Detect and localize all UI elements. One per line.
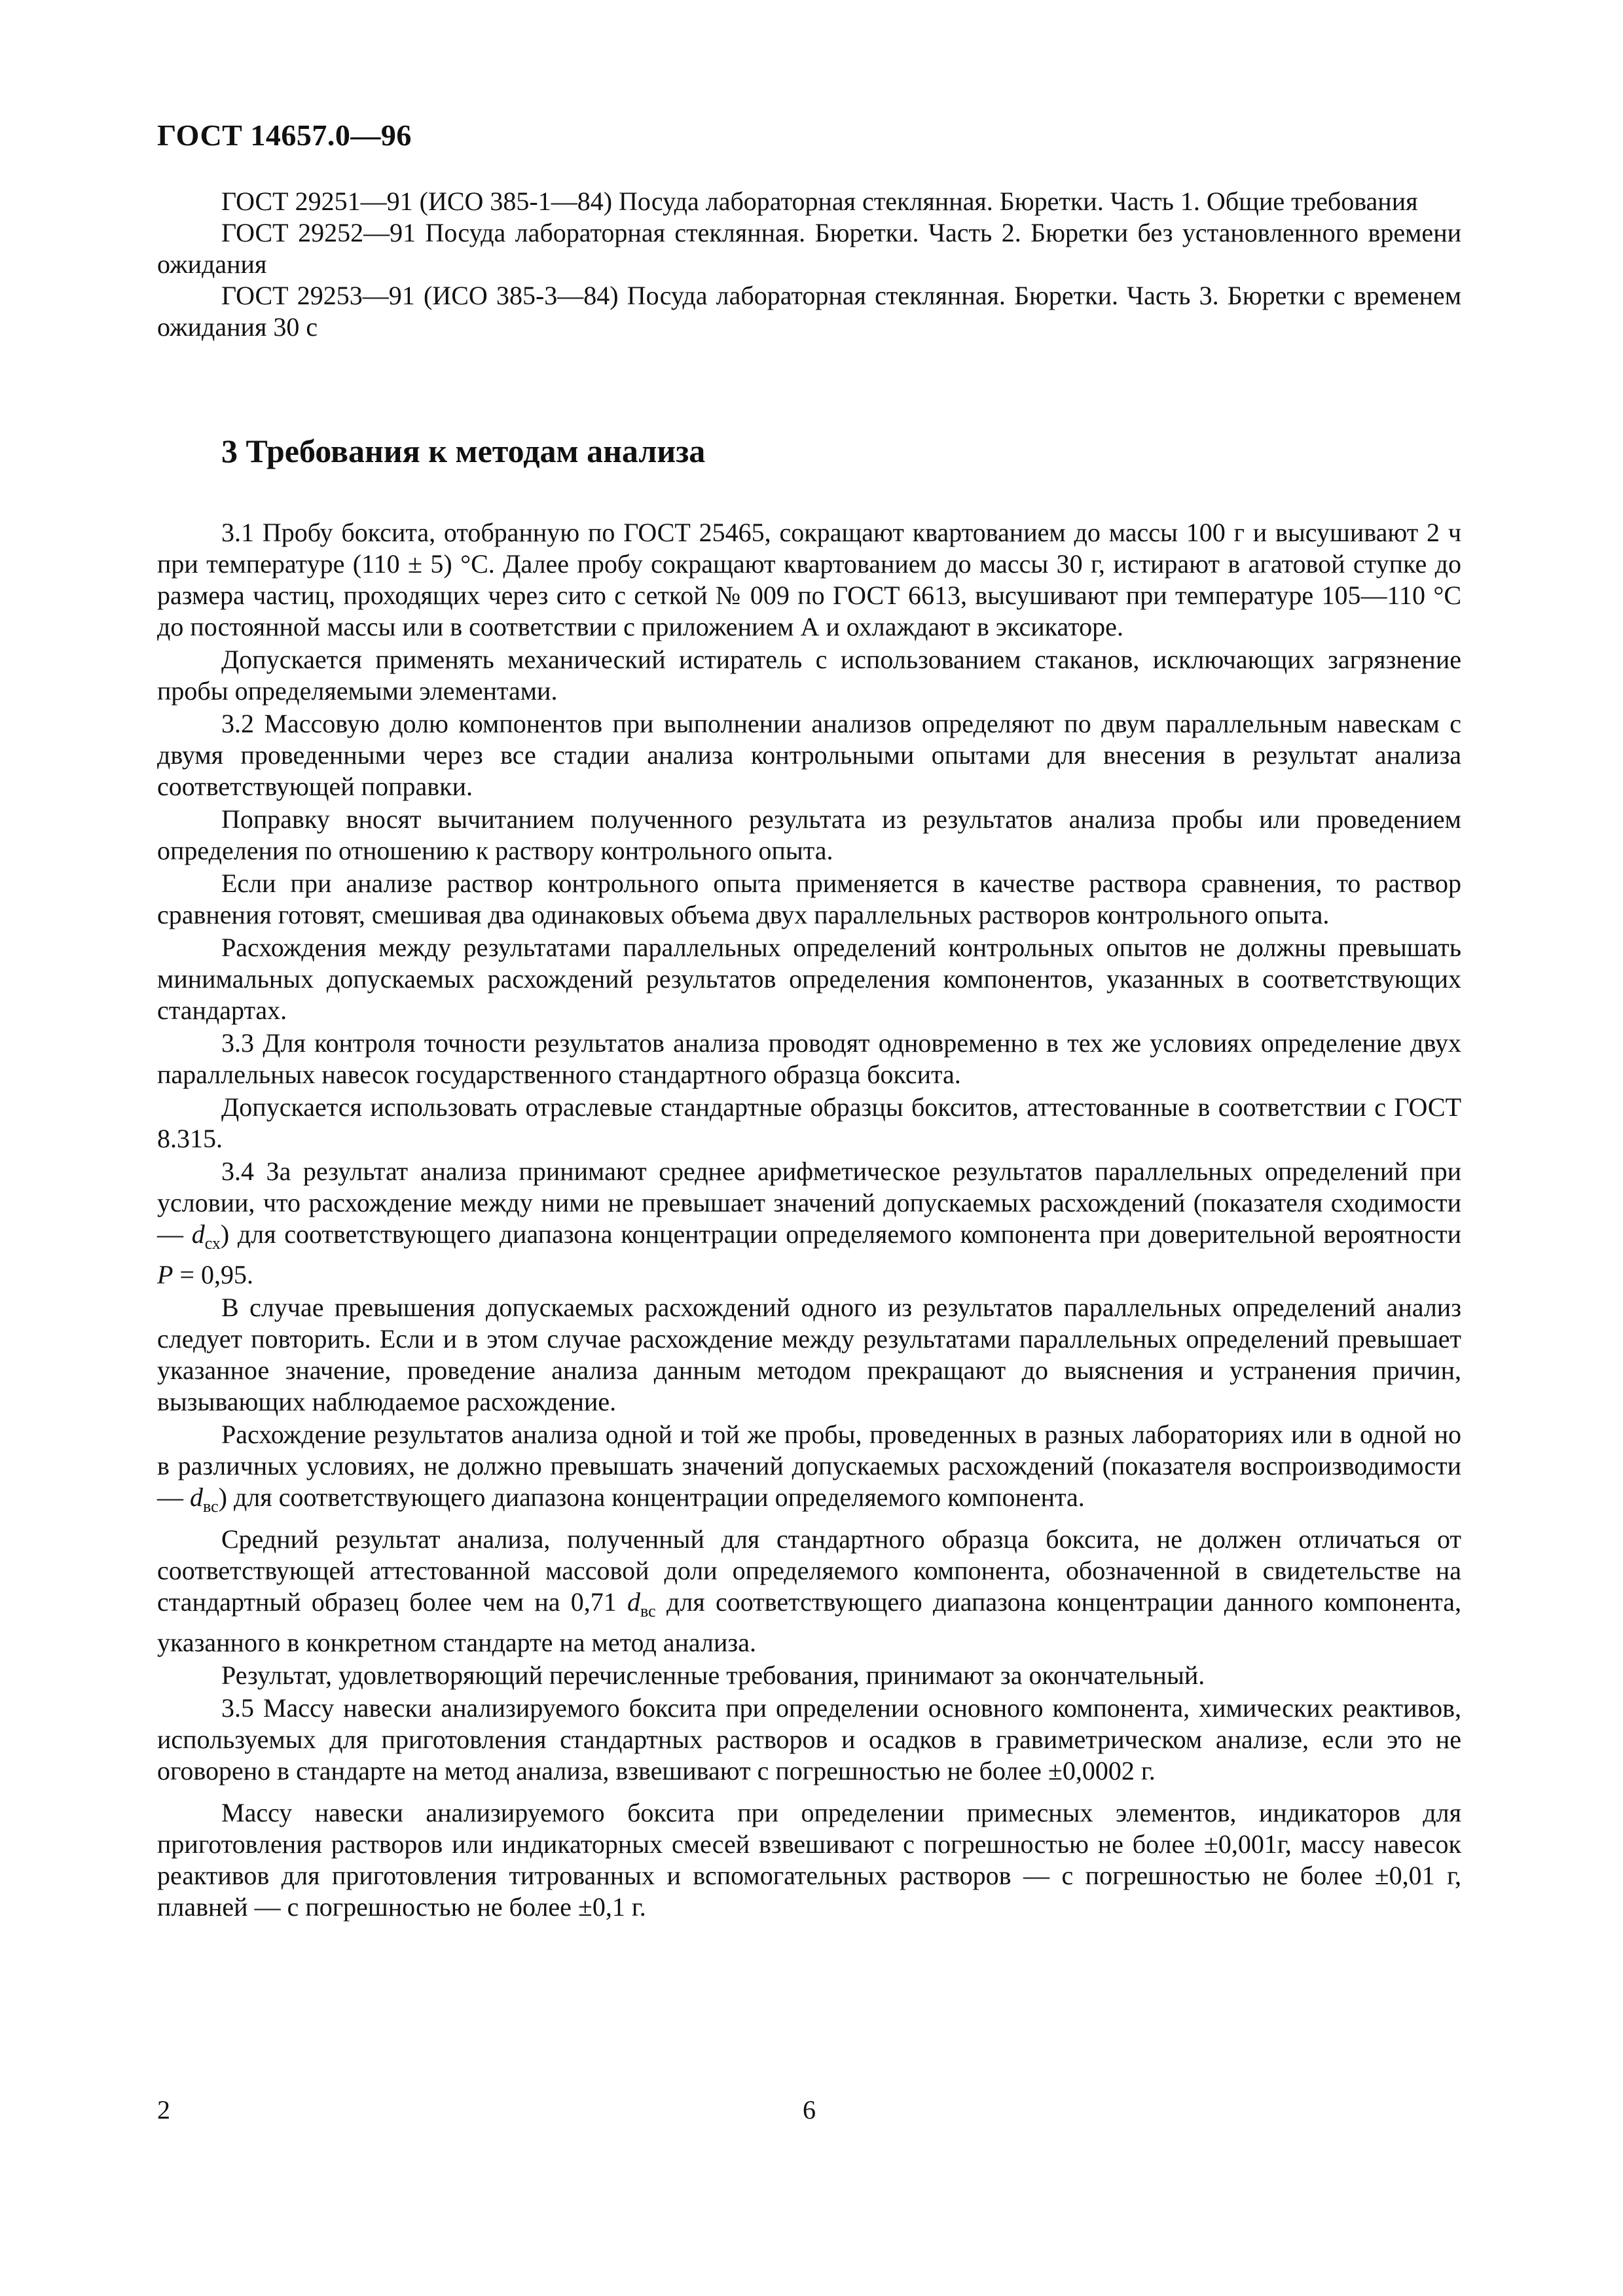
paragraph-3-4-reproducibility: Расхождение результатов анализа одной и той же пробы, проведенных в разных лабораториях или в одной но в различных условиях, не должно превышать значений допускаемых расхождений (показателя воспроизводимости — $d_{вс}$) для соответствующего диапазона концентрации определяемого компонента. — [157, 1420, 1461, 1516]
paragraph-3-5-impurities: Массу навески анализируемого боксита при определении примесных элементов, индикаторов для приготовления растворов или индикаторных смесей взвешивают с погрешностью не более ±0,001г, массу навесок реактивов для приготовления титрованных и вспомогательных растворов — с погрешностью не более ±0,01 г, плавней — с погрешностью не более ±0,1 г. — [157, 1798, 1461, 1922]
paragraph-3-1: 3.1 Пробу боксита, отобранную по ГОСТ 25465, сокращают квартованием до массы 100 г и высушивают 2 ч при температуре (110 ± 5) °С. Далее пробу сокращают квартованием до массы 30 г, истирают в агатовой ступке до размера частиц, проходящих через сито с сеткой № 009 по ГОСТ 6613, высушивают при температуре 105—110 °С до постоянной массы или в соответствии с приложением А и охлаждают в эксикаторе. — [157, 518, 1461, 641]
symbol-d: d — [191, 1219, 205, 1249]
section-heading: 3 Требования к методам анализа — [221, 433, 706, 469]
subscript-vs: вс — [640, 1602, 656, 1621]
paragraph-3-2-discrepancy: Расхождения между результатами параллельных определений контрольных опытов не должны превышать минимальных допускаемых расхождений результатов определения компонентов, указанных в соответствующих стандартах. — [157, 933, 1461, 1025]
paragraph-3-4-reference-sample: Средний результат анализа, полученный для стандартного образца боксита, не должен отличаться от соответствующей аттестованной массовой доли определяемого компонента, обозначенной в свидетельстве на стандартный образец более чем на 0,71 $d_{вс}$ для соответствующего диапазона концентрации данного компонента, указанного в конкретном стандарте на метод анализа. — [157, 1524, 1461, 1657]
paragraph-3-3: 3.3 Для контроля точности результатов анализа проводят одновременно в тех же условиях определение двух параллельных навесок государственного стандартного образца боксита. — [157, 1028, 1461, 1089]
reference-item: ГОСТ 29253—91 (ИСО 385-3—84) Посуда лабораторная стеклянная. Бюретки. Часть 3. Бюретки с временем ожидания 30 с — [157, 281, 1461, 342]
paragraph-3-4: 3.4 За результат анализа принимают среднее арифметическое результатов параллельных определений при условии, что расхождение между ними не превышает значений допускаемых расхождений (показателя сходимости — $d_{сх}$) для соответствующего диапазона концентрации определяемого компонента при доверительной вероятности P = 0,95. — [157, 1157, 1461, 1289]
paragraph-3-4-final: Результат, удовлетворяющий перечисленные требования, принимают за окончательный. — [221, 1660, 1205, 1690]
paragraph-3-1-note: Допускается применять механический истиратель с использованием стаканов, исключающих загрязнение пробы определяемыми элементами. — [157, 645, 1461, 706]
paragraph-3-2-reference-solution: Если при анализе раствор контрольного опыта применяется в качестве раствора сравнения, то раствор сравнения готовят, смешивая два одинаковых объема двух параллельных растворов контрольного опыта. — [157, 869, 1461, 929]
subscript-sx: сх — [204, 1234, 221, 1253]
normative-references — [157, 186, 1461, 343]
symbol-p: P — [157, 1260, 173, 1289]
paragraph-3-2-correction: Поправку вносят вычитанием полученного результата из результатов анализа пробы или проведением определения по отношению к раствору контрольного опыта. — [157, 804, 1461, 865]
page-number-left: 2 — [157, 2095, 170, 2125]
standard-id-header: ГОСТ 14657.0—96 — [157, 118, 412, 152]
symbol-d: d — [190, 1482, 203, 1512]
paragraph-3-3-note: Допускается использовать отраслевые стандартные образцы бокситов, аттестованные в соответствии с ГОСТ 8.315. — [157, 1092, 1461, 1153]
section-body — [157, 517, 1461, 1924]
reference-item: ГОСТ 29252—91 Посуда лабораторная стеклянная. Бюретки. Часть 2. Бюретки без установленного времени ожидания — [157, 218, 1461, 279]
paragraph-3-4-repeat: В случае превышения допускаемых расхождений одного из результатов параллельных определений анализ следует повторить. Если и в этом случае расхождение между результатами параллельных определений превышает указанное значение, проведение анализа данным методом прекращают до выяснения и устранения причин, вызывающих наблюдаемое расхождение. — [157, 1293, 1461, 1416]
page-number-center: 6 — [803, 2095, 816, 2125]
symbol-d: d — [627, 1587, 641, 1617]
paragraph-3-2: 3.2 Массовую долю компонентов при выполнении анализов определяют по двум параллельным навескам с двумя проведенными через все стадии анализа контрольными опытами для внесения в результат анализа соответствующей поправки. — [157, 709, 1461, 801]
subscript-vs: вс — [203, 1497, 219, 1516]
paragraph-3-5: 3.5 Массу навески анализируемого боксита при определении основного компонента, химических реактивов, используемых для приготовления стандартных растворов и осадков в гравиметрическом анализе, если это не оговорено в стандарте на метод анализа, взвешивают с погрешностью не более ±0,0002 г. — [157, 1693, 1461, 1785]
reference-item: ГОСТ 29251—91 (ИСО 385-1—84) Посуда лабораторная стеклянная. Бюретки. Часть 1. Общие требования — [221, 187, 1418, 216]
